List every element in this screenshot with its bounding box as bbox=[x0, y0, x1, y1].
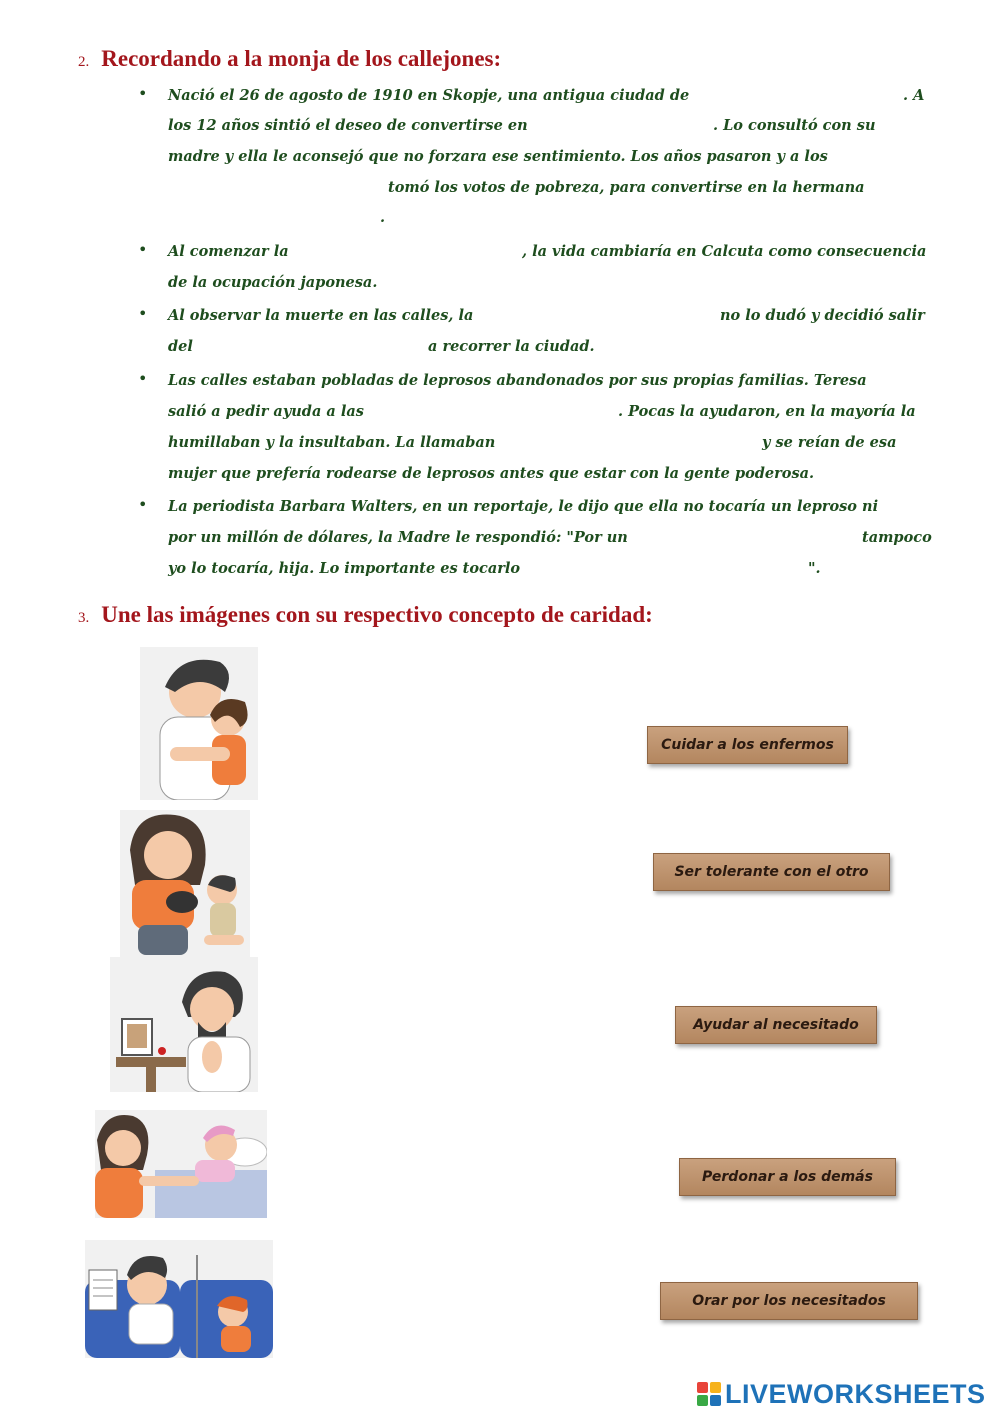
paragraph-line: Nació el 26 de agosto de 1910 en Skopje, una antigua ciudad de bbox=[168, 87, 690, 104]
care-sick-illustration[interactable] bbox=[95, 1110, 267, 1218]
section-number: 3. bbox=[78, 610, 90, 626]
section-title: Recordando a la monja de los callejones: bbox=[101, 46, 502, 71]
pray-illustration[interactable] bbox=[110, 957, 258, 1092]
blank-field[interactable] bbox=[516, 304, 712, 326]
paragraph-line: tampoco bbox=[862, 529, 932, 546]
blank-field[interactable] bbox=[316, 240, 516, 262]
paragraph-line: Al observar la muerte en las calles, la bbox=[168, 307, 474, 324]
blank-field[interactable] bbox=[674, 526, 854, 548]
paragraph-line: . Lo consultó con su bbox=[713, 117, 876, 134]
paragraph-line: de la ocupación japonesa. bbox=[168, 274, 378, 291]
paragraph-line: los 12 años sintió el deseo de convertirse en bbox=[168, 117, 528, 134]
paragraph-line: . A bbox=[903, 87, 925, 104]
section-title: Une las imágenes con su respectivo concepto de caridad: bbox=[101, 602, 653, 627]
section-3-heading bbox=[78, 602, 653, 628]
paragraph-line: humillaban y la insultaban. La llamaban bbox=[168, 434, 496, 451]
paragraph-line: no lo dudó y decidió salir bbox=[720, 307, 925, 324]
logo-text: LIVEWORKSHEETS bbox=[725, 1378, 986, 1409]
concept-button-perdonar[interactable]: Perdonar a los demás bbox=[679, 1158, 896, 1196]
blank-field[interactable] bbox=[170, 176, 380, 198]
paragraph-line: . bbox=[380, 209, 386, 226]
paragraph-line: y se reían de esa bbox=[762, 434, 897, 451]
concept-button-tolerante[interactable]: Ser tolerante con el otro bbox=[653, 853, 890, 891]
concept-button-ayudar[interactable]: Ayudar al necesitado bbox=[675, 1006, 877, 1044]
help-child-illustration[interactable] bbox=[120, 810, 250, 957]
section-number: 2. bbox=[78, 54, 90, 70]
paragraph-line: yo lo tocaría, hija. Lo importante es tocarlo bbox=[168, 560, 521, 577]
blank-field[interactable] bbox=[548, 114, 708, 136]
blank-field[interactable] bbox=[732, 84, 900, 106]
paragraph-line: . Pocas la ayudaron, en la mayoría la bbox=[618, 403, 916, 420]
blank-field[interactable] bbox=[526, 431, 752, 453]
bullet-icon: • bbox=[138, 495, 148, 514]
bullet-icon: • bbox=[138, 304, 148, 323]
blank-field[interactable] bbox=[386, 400, 614, 422]
tolerance-illustration[interactable] bbox=[85, 1240, 273, 1358]
bullet-icon: • bbox=[138, 369, 148, 388]
hug-illustration[interactable] bbox=[140, 647, 258, 800]
bullet-icon: • bbox=[138, 84, 148, 103]
paragraph-line: , la vida cambiaría en Calcuta como consecuencia bbox=[522, 243, 927, 260]
paragraph-line: Las calles estaban pobladas de leprosos abandonados por sus propias familias. Teresa bbox=[168, 372, 867, 389]
logo-icon bbox=[697, 1382, 721, 1406]
liveworksheets-logo bbox=[697, 1378, 986, 1410]
paragraph-line: madre y ella le aconsejó que no forzara ese sentimiento. Los años pasaron y a los bbox=[168, 148, 828, 165]
paragraph-line: a recorrer la ciudad. bbox=[428, 338, 595, 355]
paragraph-line: La periodista Barbara Walters, en un reportaje, le dijo que ella no tocaría un leproso ni bbox=[168, 498, 879, 515]
concept-button-orar[interactable]: Orar por los necesitados bbox=[660, 1282, 918, 1320]
paragraph-line: salió a pedir ayuda a las bbox=[168, 403, 364, 420]
paragraph-line: del bbox=[168, 338, 193, 355]
concept-button-cuidar[interactable]: Cuidar a los enfermos bbox=[647, 726, 848, 764]
paragraph-line: mujer que prefería rodearse de leprosos antes que estar con la gente poderosa. bbox=[168, 465, 815, 482]
blank-field[interactable] bbox=[558, 557, 803, 579]
paragraph-line: Al comenzar la bbox=[168, 243, 289, 260]
blank-field[interactable] bbox=[170, 206, 375, 228]
paragraph-line: tomó los votos de pobreza, para convertirse en la hermana bbox=[388, 179, 865, 196]
blank-field[interactable] bbox=[200, 335, 422, 357]
paragraph-line: ". bbox=[808, 560, 821, 577]
paragraph-line: por un millón de dólares, la Madre le respondió: "Por un bbox=[168, 529, 628, 546]
section-2-heading bbox=[78, 46, 501, 72]
bullet-icon: • bbox=[138, 240, 148, 259]
